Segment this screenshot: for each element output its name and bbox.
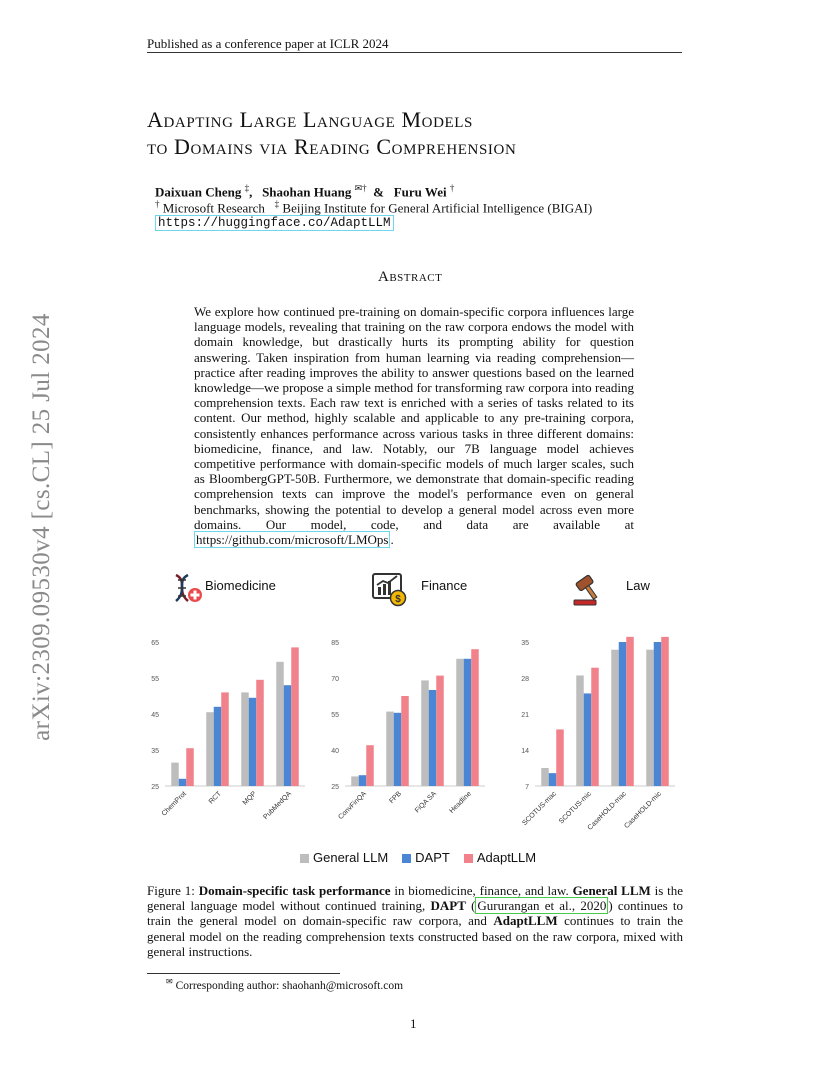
citation-link[interactable]: Gururangan et al., 2020 [477, 898, 607, 914]
running-header: Published as a conference paper at ICLR 2024 [147, 36, 389, 51]
abstract-heading: Abstract [378, 269, 443, 285]
affiliation-2: Beijing Institute for General Artificial Intelligence (BIGAI) [282, 200, 593, 216]
bar-dapt [394, 713, 402, 786]
bar-general-llm [456, 659, 464, 786]
caption-bold: General LLM [572, 883, 651, 898]
bar-adaptllm [436, 676, 444, 786]
domain-label-biomedicine: Biomedicine [205, 578, 276, 593]
x-tick-label: RCT [207, 790, 223, 806]
bar-dapt [549, 773, 557, 786]
bar-general-llm [171, 763, 179, 786]
bar-adaptllm [471, 649, 479, 786]
author-name: Furu Wei [393, 184, 447, 200]
x-tick-label: FPB [388, 790, 403, 806]
finance-chart-icon [371, 571, 407, 607]
x-tick-label: PubMedQA [262, 790, 293, 822]
legend-label: General LLM [313, 850, 389, 865]
bar-dapt [619, 642, 627, 786]
y-tick-label: 65 [151, 640, 159, 647]
author-name: Shaohan Huang [262, 184, 352, 200]
envelope-icon: ✉ [166, 977, 173, 986]
bar-dapt [584, 693, 592, 786]
chart-biomedicine [140, 630, 315, 835]
caption-text: continues to train the general model on domain-specific raw corpora, and [147, 898, 683, 929]
author-name: Daixuan Cheng [155, 184, 242, 200]
domain-label-finance: Finance [421, 578, 468, 593]
bar-adaptllm [661, 637, 669, 786]
legend-swatch [300, 854, 309, 863]
bar-adaptllm [366, 745, 374, 786]
bar-adaptllm [556, 729, 564, 786]
x-tick-label: SCOTUS-mac [521, 790, 558, 828]
affiliation-1: Microsoft Research [162, 200, 265, 216]
bar-dapt [284, 685, 292, 786]
chart-law [510, 630, 685, 835]
bar-adaptllm [591, 668, 599, 786]
y-tick-label: 28 [521, 676, 529, 683]
x-tick-label: Headline [448, 790, 473, 815]
y-tick-label: 85 [331, 640, 339, 647]
bar-general-llm [241, 692, 249, 786]
domain-label-law: Law [626, 578, 650, 593]
bar-general-llm [576, 675, 584, 786]
project-link[interactable]: https://huggingface.co/AdaptLLM [155, 215, 394, 231]
x-tick-label: CaseHOLD-mac [586, 790, 628, 832]
x-tick-label: MQP [241, 790, 258, 807]
author-list: Daixuan Cheng ‡, Shaohan Huang ✉† & Furu Wei † [155, 183, 455, 200]
chart-legend [300, 850, 536, 865]
arxiv-stamp: arXiv:2309.09530v4 [cs.CL] 25 Jul 2024 [28, 313, 55, 741]
legend-item-adapt [464, 850, 536, 865]
gavel-icon [570, 571, 606, 607]
bar-dapt [464, 659, 472, 786]
caption-bold: Domain-specific task performance [198, 883, 391, 898]
legend-item-dapt [402, 850, 450, 865]
header-rule [147, 52, 682, 53]
bar-general-llm [276, 662, 284, 786]
y-tick-label: 55 [151, 676, 159, 683]
author-mark: ✉† [354, 183, 367, 193]
bar-adaptllm [626, 637, 634, 786]
bar-general-llm [611, 650, 619, 786]
x-tick-label: ChemProt [160, 790, 188, 818]
bar-adaptllm [256, 680, 264, 786]
y-tick-label: 25 [331, 784, 339, 791]
paper-title [147, 106, 516, 160]
svg-text:$: $ [395, 594, 401, 605]
y-tick-label: 14 [521, 748, 529, 755]
footnote [166, 977, 403, 992]
legend-swatch [464, 854, 473, 863]
bar-general-llm [206, 712, 214, 786]
caption-label: Figure 1: [147, 883, 195, 898]
bar-adaptllm [186, 748, 194, 786]
page-number: 1 [410, 1016, 417, 1031]
title-line-2: to Domains via Reading Comprehension [147, 134, 517, 159]
bar-general-llm [646, 650, 654, 786]
bar-adaptllm [291, 647, 299, 786]
author-mark: † [449, 183, 455, 193]
affiliations [155, 199, 592, 216]
affiliation-mark: † [155, 199, 160, 209]
caption-bold: AdaptLLM [493, 913, 558, 929]
bar-general-llm [421, 680, 429, 786]
y-tick-label: 21 [521, 712, 529, 719]
y-tick-label: 25 [151, 784, 159, 791]
bar-adaptllm [401, 696, 409, 786]
abstract-text: We explore how continued pre-training on domain-specific corpora influences large language models, revealing that training on the raw corpora endows the model with domain knowledge, but drastically hurts its prompting ability for question answering. Taken inspiration from human learning via reading comprehension—practice after reading improves the ability to answer questions based on the learned knowledge—we propose a simple method for transforming raw corpora into reading comprehension texts. Each raw text is enriched with a series of tasks related to its content. Our method, highly scalable and applicable to any pre-training corpora, consistently enhances performance across various tasks in three different domains: biomedicine, finance, and law. Notably, our 7B language model achieves competitive performance with domain-specific models of much larger scales, such as BloombergGPT-50B. Furthermore, we demonstrate that domain-specific reading comprehension texts can improve the model's performance even on general benchmarks, showing the potential to develop a general model across even more domains. Our model, code, and data are available at [194, 304, 634, 532]
bar-general-llm [351, 776, 359, 786]
x-tick-label: ConvFinQA [337, 790, 368, 822]
caption-text: is the general language model without continued training, [147, 883, 683, 914]
code-link[interactable]: https://github.com/microsoft/LMOps [196, 532, 389, 548]
abstract-body: We explore how continued pre-training on domain-specific corpora influences large language models, revealing that training on the raw corpora endows the model with domain knowledge, but drastically hurts its prompting ability for question answering. Taken inspiration from human learning via reading comprehension—practice after reading improves the ability to answer questions based on the learned knowledge—we propose a simple method for transforming raw corpora into reading comprehension texts. Each raw text is enriched with a series of tasks related to its content. Our method, highly scalable and applicable to any pre-training corpora, consistently enhances performance across various tasks in three different domains: biomedicine, finance, and law. Notably, our 7B language model achieves competitive performance with domain-specific models of much larger scales, such as BloombergGPT-50B. Furthermore, we demonstrate that domain-specific reading comprehension texts can improve the model's performance even on general benchmarks, showing the potential to develop a general model across even more domains. Our model, code, and data are available at https://github.com/microsoft/LMOps . [194, 304, 634, 548]
y-tick-label: 45 [151, 712, 159, 719]
affiliation-mark: ‡ [274, 199, 280, 209]
title-line-1: Adapting Large Language Models [147, 107, 473, 132]
bar-dapt [179, 779, 187, 786]
legend-swatch [402, 854, 411, 863]
caption-bold: DAPT [430, 898, 466, 914]
bar-dapt [359, 775, 367, 786]
x-tick-label: FiQA SA [413, 790, 438, 815]
bar-dapt [429, 690, 437, 786]
bar-adaptllm [221, 692, 229, 786]
legend-label: AdaptLLM [476, 850, 537, 865]
figure-caption: Figure 1: Domain-specific task performance in biomedicine, finance, and law. General LLM is the general language model without continued training, DAPT ( Gururangan et al., 2020 ) continues to train the general model on domain-specific raw corpora, and AdaptLLM continues to train the general model on the reading comprehension texts constructed based on the raw corpora, mixed with general instructions. [147, 883, 684, 959]
y-tick-label: 35 [521, 640, 529, 647]
y-tick-label: 70 [331, 676, 339, 683]
x-tick-label: CaseHOLD-mic [623, 790, 663, 831]
author-mark: ‡ [244, 183, 250, 193]
legend-item-general [300, 850, 388, 865]
bar-general-llm [386, 712, 394, 786]
footnote-rule [147, 973, 340, 974]
bar-dapt [249, 698, 257, 786]
y-tick-label: 35 [151, 748, 159, 755]
y-tick-label: 55 [331, 712, 339, 719]
dna-medical-icon [168, 571, 204, 607]
legend-label: DAPT [415, 850, 450, 865]
y-tick-label: 40 [331, 748, 339, 755]
bar-dapt [214, 707, 222, 786]
caption-text: in biomedicine, finance, and law. [394, 883, 569, 898]
caption-text: continues to train the general model on the reading comprehension texts constructed based on the raw corpora, mixed with general instructions. [147, 913, 684, 959]
bar-dapt [654, 642, 662, 786]
chart-finance [320, 630, 495, 835]
footnote-text: Corresponding author: shaohanh@microsoft.com [175, 979, 404, 992]
bar-general-llm [541, 768, 549, 786]
y-tick-label: 7 [525, 784, 529, 791]
x-tick-label: SCOTUS-mic [557, 790, 593, 826]
